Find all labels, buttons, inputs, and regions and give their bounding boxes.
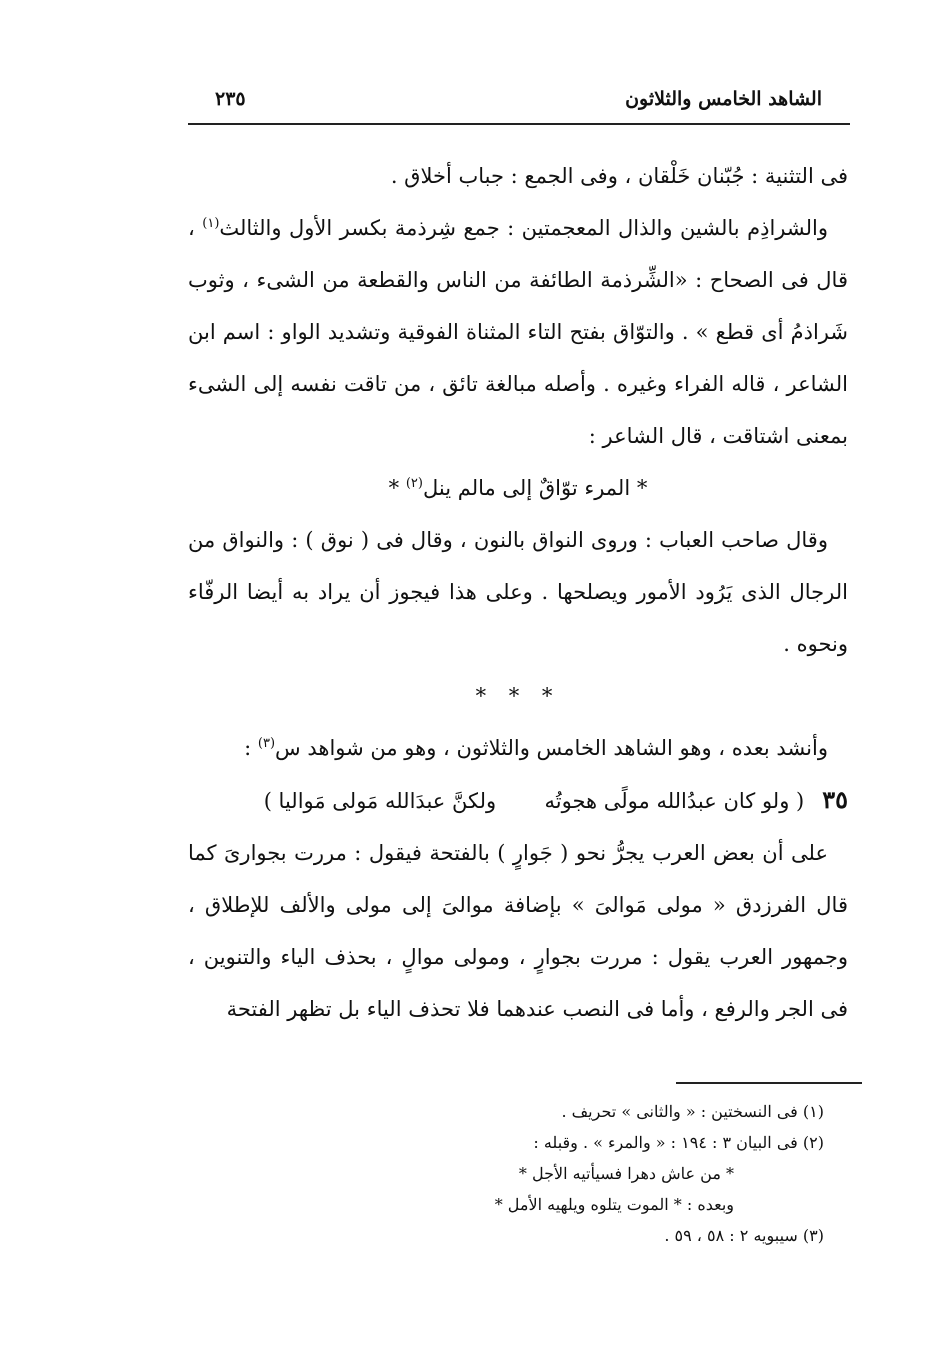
page-number: ٢٣٥ bbox=[215, 88, 246, 110]
paragraph-4 bbox=[188, 722, 848, 774]
header-rule bbox=[188, 123, 850, 125]
paragraph-2-rest: ، قال فى الصحاح : «الشِّرذمة الطائفة من الناس والقطعة من الشىء ، وثوب شَراذمُ أى قطع » . والتوّاق بفتح التاء المثناة الفوقية وتشديد الواو : اسم ابن الشاعر ، قاله الفراء وغيره . وأصله مبالغة تائق ، من تاقت نفسه إلى الشىء بمعنى اشتاقت ، قال الشاعر : bbox=[188, 216, 848, 448]
footnote-3: (٣) سيبويه ٢ : ٥٨ ، ٥٩ . bbox=[664, 1226, 824, 1245]
paragraph-3: وقال صاحب العباب : وروى النواق بالنون ، وقال فى ( نوق ) : والنواق من الرجال الذى يَرُود الأمور ويصلحها . وعلى هذا فيجوز أن يراد به أيضا الرفّاء ونحوه . bbox=[188, 528, 848, 656]
quoted-verse bbox=[188, 462, 848, 514]
poem-verse bbox=[188, 774, 848, 827]
paragraph-2 bbox=[188, 202, 848, 462]
footnotes bbox=[304, 1096, 824, 1251]
paragraph-1: فى التثنية : جُبّنان خَلْقان ، وفى الجمع : جباب أخلاق . bbox=[390, 164, 848, 188]
second-hemistich: ولكنَّ عبدَالله مَولى مَواليا ) bbox=[263, 789, 497, 813]
footnote-2-verse-1: * من عاش دهرا فسيأتيه الأجل * bbox=[518, 1164, 734, 1183]
footnote-1: (١) فى النسختين : « والثانى » تحريف . bbox=[561, 1102, 824, 1121]
running-title: الشاهد الخامس والثلاثون bbox=[625, 88, 822, 110]
paragraph-2-start: والشراذِم بالشين والذال المعجمتين : جمع شِرذمة بكسر الأول والثالث bbox=[219, 216, 828, 240]
main-text bbox=[188, 150, 848, 1035]
footnote-rule bbox=[676, 1082, 862, 1084]
verse-number: ٣٥ bbox=[822, 785, 848, 814]
footnote-ref-2: (٢) bbox=[405, 476, 423, 491]
first-hemistich: ( ولو كان عبدُالله مولًى هجوتُه bbox=[544, 789, 805, 813]
paragraph-5: على أن بعض العرب يجرُّ نحو ( جَوارٍ ) بالفتحة فيقول : مررت بجوارىَ كما قال الفرزدق « مولى مَوالىَ » بإضافة موالىَ إلى مولى والألف للإطلاق ، وجمهور العرب يقول : مررت بجوارٍ ، ومولى موالٍ ، بحذف الياء والتنوين ، فى الجر والرفع ، وأما فى النصب عندهما فلا تحذف الياء بل تظهر الفتحة bbox=[188, 841, 848, 1021]
footnote-ref-1: (١) bbox=[202, 216, 220, 231]
footnote-2-verse-2: وبعده : * الموت يتلوه ويلهيه الأمل * bbox=[494, 1195, 734, 1214]
paragraph-4-text: وأنشد بعده ، وهو الشاهد الخامس والثلاثون ، وهو من شواهد س bbox=[275, 736, 828, 760]
footnote-2: (٢) فى البيان ٣ : ١٩٤ : « والمرء » . وقبله : bbox=[533, 1133, 824, 1152]
footnote-ref-3: (٣) bbox=[257, 736, 276, 751]
quoted-verse-end: * bbox=[388, 476, 406, 500]
section-separator: * * * bbox=[475, 684, 561, 708]
quoted-verse-text: * المرء توّاقٌ إلى مالم ينل bbox=[422, 476, 648, 500]
paragraph-4-end: : bbox=[244, 736, 258, 760]
